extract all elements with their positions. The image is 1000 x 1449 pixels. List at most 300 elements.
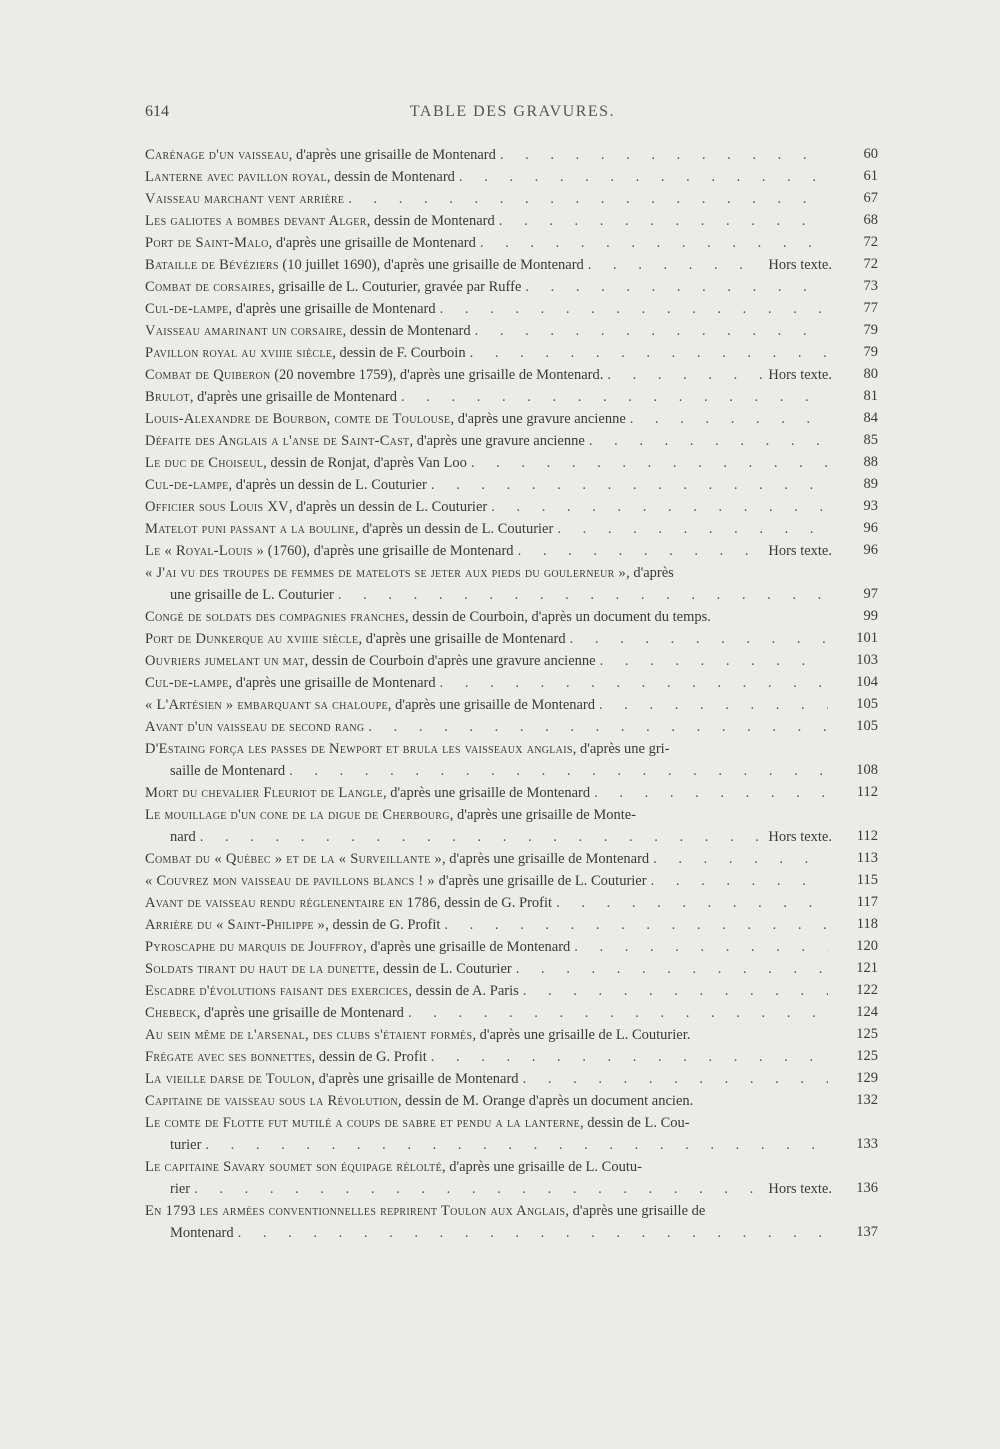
entry-description: d'après une grisaille de L. Couturier [434, 873, 647, 889]
toc-entry [145, 518, 880, 540]
toc-entry [145, 936, 880, 958]
entry-text [145, 452, 467, 474]
toc-entry [145, 672, 880, 694]
entry-page-number: 96 [863, 542, 878, 558]
dot-leader [651, 870, 828, 892]
entry-subject: Ouvriers jumelant un mat [145, 653, 305, 669]
entry-description: , d'après une gravure ancienne [409, 433, 585, 449]
entry-page-number: 81 [863, 388, 878, 404]
entry-continuation-line [145, 1134, 832, 1156]
entry-text [145, 980, 519, 1002]
entry-continuation-line [145, 826, 832, 848]
entry-line [145, 452, 832, 474]
entry-description: , d'après une grisaille de Montenard [288, 147, 496, 163]
entry-description: , d'après un dessin de L. Couturier [355, 521, 554, 537]
entry-subject: Défaite des Anglais a l'anse de Saint-Cast [145, 433, 410, 449]
entry-description: , dessin de G. Profit [311, 1049, 427, 1065]
entry-continuation: turier [170, 1137, 202, 1153]
entry-subject: Congé de soldats des compagnies franches [145, 609, 406, 625]
dot-leader [470, 342, 828, 364]
page-title: TABLE DES GRAVURES. [409, 103, 616, 120]
entry-subject: Cul-de-lampe [145, 301, 229, 317]
hors-texte-label: Hors texte. [768, 829, 832, 845]
entry-subject: Brulot [145, 389, 190, 405]
toc-entry [145, 540, 880, 562]
entry-description: , d'après un dessin de L. Couturier [288, 499, 488, 515]
entry-page-number: 125 [856, 1026, 878, 1042]
entry-text [145, 804, 636, 826]
entry-line [145, 936, 832, 958]
entry-subject: Lanterne avec pavillon royal [145, 169, 327, 185]
entry-text [145, 1068, 519, 1090]
entry-text [145, 386, 397, 408]
toc-entry [145, 430, 880, 452]
entry-subject: Combat de Quiberon [145, 367, 271, 383]
entry-line [145, 474, 832, 496]
entry-line [145, 320, 832, 342]
dot-leader [574, 936, 828, 958]
entry-line [145, 914, 832, 936]
dot-leader [588, 254, 765, 276]
entry-line [145, 694, 832, 716]
entry-page-number: 80 [863, 366, 878, 382]
toc-entry [145, 408, 880, 430]
entry-text [145, 1090, 693, 1112]
entry-line [145, 716, 832, 738]
toc-entry [145, 386, 880, 408]
toc-entry [145, 1090, 880, 1112]
toc-entry [145, 364, 880, 386]
entry-description: , grisaille de L. Couturier, gravée par Ruffe [270, 279, 522, 295]
dot-leader [431, 474, 828, 496]
entry-description: , d'après [626, 565, 674, 581]
toc-entry [145, 914, 880, 936]
toc-entry [145, 1200, 880, 1244]
entry-text [145, 1112, 690, 1134]
entry-line [145, 496, 832, 518]
hors-texte-label: Hors texte. [768, 257, 832, 273]
dot-leader [570, 628, 828, 650]
entry-continuation: Montenard [170, 1225, 234, 1241]
entry-line [145, 166, 832, 188]
entry-description: , d'après une grisaille de [565, 1203, 706, 1219]
entry-subject: Pavillon royal au xviiie siècle [145, 345, 333, 361]
entry-line [145, 144, 832, 166]
entry-description: , dessin de L. Couturier [375, 961, 512, 977]
entry-page-number: 104 [856, 674, 878, 690]
entry-description: , d'après une grisaille de L. Coutu- [442, 1159, 642, 1175]
toc-entry [145, 870, 880, 892]
entry-page-number: 133 [856, 1136, 878, 1152]
entry-subject: Frégate avec ses bonnettes [145, 1049, 312, 1065]
entry-page-number: 72 [863, 256, 878, 272]
entry-description: , dessin de A. Paris [408, 983, 519, 999]
entry-line [145, 276, 832, 298]
entry-text [145, 628, 566, 650]
entry-text [145, 606, 711, 628]
dot-leader [594, 782, 828, 804]
hors-texte-label: Hors texte. [768, 1181, 832, 1197]
dot-leader [401, 386, 828, 408]
entry-text [145, 518, 553, 540]
entry-text [145, 870, 647, 892]
entry-text [145, 716, 364, 738]
entry-subject: Avant de vaisseau rendu réglenentaire en 1786 [145, 895, 437, 911]
dot-leader [471, 452, 828, 474]
entry-subject: Capitaine de vaisseau sous la Révolution [145, 1093, 398, 1109]
entry-description: , d'après une grisaille de Montenard [387, 697, 596, 713]
entry-text [145, 232, 476, 254]
dot-leader [557, 518, 828, 540]
toc-entry [145, 1068, 880, 1090]
toc-entry [145, 474, 880, 496]
entry-line [145, 386, 832, 408]
entry-line [145, 1068, 832, 1090]
entry-subject: Mort du chevalier Fleuriot de Langle [145, 785, 383, 801]
entry-text [145, 782, 590, 804]
entry-continuation: saille de Montenard [170, 763, 286, 779]
entry-text [145, 892, 552, 914]
toc-entry [145, 320, 880, 342]
entry-description: , dessin de Ronjat, d'après Van Loo [263, 455, 467, 471]
toc-entry [145, 1112, 880, 1156]
entry-page-number: 88 [863, 454, 878, 470]
dot-leader [368, 716, 828, 738]
entry-line [145, 232, 832, 254]
dot-leader [600, 650, 828, 672]
toc-entry [145, 958, 880, 980]
entry-description: , d'après une gri- [572, 741, 670, 757]
entry-subject: Port de Saint-Malo [145, 235, 269, 251]
entry-description: , d'après une grisaille de Montenard [228, 675, 436, 691]
entry-subject: Combat du « Québec » et de la « Surveillante » [145, 851, 442, 867]
entry-line [145, 342, 832, 364]
entry-continuation-line [145, 584, 832, 606]
entry-page-number: 103 [856, 652, 878, 668]
entry-line [145, 1200, 832, 1222]
entry-subject: Chebeck [145, 1005, 197, 1021]
toc-entry [145, 848, 880, 870]
entry-line [145, 408, 832, 430]
dot-leader [525, 276, 828, 298]
dot-leader [238, 1222, 828, 1244]
dot-leader [589, 430, 828, 452]
entry-page-number: 129 [856, 1070, 878, 1086]
entry-description: , d'après un dessin de L. Couturier [228, 477, 427, 493]
toc-entry [145, 1156, 880, 1200]
entry-text [145, 694, 595, 716]
entry-description: , dessin de G. Profit [436, 895, 553, 911]
dot-leader [194, 1178, 764, 1200]
entry-continuation-line [145, 1222, 832, 1244]
dot-leader [200, 826, 765, 848]
entry-subject: Cul-de-lampe [145, 675, 229, 691]
entry-page-number: 79 [863, 344, 878, 360]
entry-page-number: 77 [863, 300, 878, 316]
entry-text [145, 1002, 404, 1024]
toc-entry [145, 606, 880, 628]
entry-subject: Les galiotes a bombes devant Alger [145, 213, 367, 229]
entry-line [145, 298, 832, 320]
page-header [145, 103, 880, 127]
entry-subject: Carénage d'un vaisseau [145, 147, 289, 163]
entry-page-number: 105 [856, 696, 878, 712]
dot-leader [499, 210, 828, 232]
dot-leader [653, 848, 828, 870]
entry-description: , d'après une grisaille de Montenard [196, 1005, 404, 1021]
entry-page-number: 96 [863, 520, 878, 536]
dot-leader [289, 760, 828, 782]
entry-page-number: 93 [863, 498, 878, 514]
entry-line [145, 518, 832, 540]
dot-leader [440, 298, 828, 320]
entry-line [145, 1112, 832, 1134]
entry-line [145, 892, 832, 914]
entry-subject: Le comte de Flotte fut mutilé a coups de sabre et pendu a la lanterne [145, 1115, 581, 1131]
entry-line [145, 1156, 832, 1178]
entry-description: , d'après une grisaille de Montenard [189, 389, 397, 405]
entry-line [145, 980, 832, 1002]
entry-text [145, 958, 512, 980]
entry-page-number: 136 [856, 1180, 878, 1196]
entry-page-number: 97 [863, 586, 878, 602]
entry-description: , dessin de G. Profit [325, 917, 441, 933]
entry-description: , d'après une grisaille de Montenard [358, 631, 566, 647]
toc-entry [145, 1002, 880, 1024]
entry-page-number: 84 [863, 410, 878, 426]
entry-line [145, 672, 832, 694]
entry-page-number: 121 [856, 960, 878, 976]
entry-continuation: rier [170, 1181, 191, 1197]
entry-description: , d'après une grisaille de Montenard [228, 301, 436, 317]
entry-text [145, 408, 626, 430]
dot-leader [523, 980, 828, 1002]
entry-description: , dessin de Montenard [366, 213, 495, 229]
entry-text [145, 540, 514, 562]
entry-continuation: une grisaille de L. Couturier [170, 587, 334, 603]
entry-page-number: 125 [856, 1048, 878, 1064]
toc-entry [145, 452, 880, 474]
entry-description: , d'après une grisaille de Monte- [449, 807, 637, 823]
entry-page-number: 112 [856, 784, 878, 800]
dot-leader [459, 166, 828, 188]
entry-text [145, 650, 596, 672]
entry-page-number: 118 [856, 916, 878, 932]
entry-description: , d'après une grisaille de Montenard [363, 939, 571, 955]
entry-line [145, 210, 832, 232]
entry-subject: Louis-Alexandre de Bourbon, comte de Toulouse [145, 411, 451, 427]
entry-line [145, 804, 832, 826]
entry-text [145, 848, 649, 870]
entry-page-number: 99 [863, 608, 878, 624]
entry-description: , dessin de Courboin d'après une gravure ancienne [304, 653, 596, 669]
entry-page-number: 108 [856, 762, 878, 778]
toc-entry [145, 650, 880, 672]
toc-entry [145, 782, 880, 804]
entry-subject: Avant d'un vaisseau de second rang [145, 719, 365, 735]
entry-text [145, 276, 521, 298]
entry-line [145, 540, 832, 562]
entry-line [145, 1002, 832, 1024]
entry-text [145, 298, 436, 320]
entry-page-number: 137 [856, 1224, 878, 1240]
entry-page-number: 112 [856, 828, 878, 844]
entry-page-number: 122 [856, 982, 878, 998]
entry-subject: Vaisseau marchant vent arrière [145, 191, 345, 207]
dot-leader [523, 1068, 828, 1090]
toc-entry [145, 804, 880, 848]
dot-leader [205, 1134, 828, 1156]
entry-description: , dessin de M. Orange d'après un document ancien. [397, 1093, 694, 1109]
entry-subject: « L'Artésien » embarquant sa chaloupe [145, 697, 388, 713]
dot-leader [338, 584, 828, 606]
dot-leader [556, 892, 828, 914]
entry-subject: Officier sous Louis XV [145, 499, 289, 515]
entry-description: , d'après une grisaille de Montenard [311, 1071, 519, 1087]
toc-entry [145, 298, 880, 320]
entry-text [145, 188, 344, 210]
toc-entry [145, 232, 880, 254]
toc-entry [145, 716, 880, 738]
dot-leader [440, 672, 828, 694]
entry-page-number: 113 [856, 850, 878, 866]
entry-description: (10 juillet 1690), d'après une grisaille de Montenard [278, 257, 584, 273]
entry-description: , d'après une gravure ancienne [450, 411, 626, 427]
entry-text [145, 562, 674, 584]
entry-subject: Le capitaine Savary soumet son équipage rélolté [145, 1159, 442, 1175]
entry-page-number: 67 [863, 190, 878, 206]
dot-leader [444, 914, 828, 936]
hors-texte-label: Hors texte. [768, 543, 832, 559]
dot-leader [630, 408, 828, 430]
entry-line [145, 628, 832, 650]
entry-text [145, 474, 427, 496]
entry-line [145, 606, 832, 628]
page-number: 614 [145, 103, 169, 120]
toc-entry [145, 1046, 880, 1068]
entry-line [145, 870, 832, 892]
entry-page-number: 72 [863, 234, 878, 250]
entry-page-number: 60 [863, 146, 878, 162]
entry-description: (20 novembre 1759), d'après une grisaille de Montenard. [270, 367, 604, 383]
entry-text [145, 342, 466, 364]
entry-subject: D'Estaing força les passes de Newport et brula les vaisseaux anglais [145, 741, 573, 757]
entry-line [145, 650, 832, 672]
entry-text [145, 496, 487, 518]
dot-leader [480, 232, 828, 254]
entry-subject: Soldats tirant du haut de la dunette [145, 961, 376, 977]
entry-page-number: 73 [863, 278, 878, 294]
entry-line [145, 738, 832, 760]
entry-page-number: 101 [856, 630, 878, 646]
entry-subject: Bataille de Bévéziers [145, 257, 279, 273]
entry-text [145, 1046, 427, 1068]
entry-subject: Le « Royal-Louis » [145, 543, 265, 559]
entry-text [145, 1200, 705, 1222]
toc-entry [145, 210, 880, 232]
entry-continuation-line [145, 760, 832, 782]
entry-text [145, 1156, 642, 1178]
entry-subject: « Couvrez mon vaisseau de pavillons blancs ! » [145, 873, 435, 889]
entry-description: , d'après une grisaille de Montenard [382, 785, 591, 801]
toc-entry [145, 694, 880, 716]
dot-leader [408, 1002, 828, 1024]
entry-text [145, 210, 495, 232]
entry-subject: Pyroscaphe du marquis de Jouffroy [145, 939, 364, 955]
table-of-engravings [145, 144, 880, 1244]
entry-subject: Arrière du « Saint-Philippe » [145, 917, 326, 933]
entry-text [145, 144, 496, 166]
entry-subject: « J'ai vu des troupes de femmes de matelots se jeter aux pieds du goulerneur » [145, 565, 627, 581]
entry-subject: Cul-de-lampe [145, 477, 229, 493]
dot-leader [431, 1046, 828, 1068]
entry-description: , dessin de Montenard [326, 169, 455, 185]
dot-leader [348, 188, 828, 210]
dot-leader [516, 958, 828, 980]
entry-description: , d'après une grisaille de L. Couturier. [472, 1027, 691, 1043]
entry-subject: Escadre d'évolutions faisant des exercices [145, 983, 409, 999]
entry-page-number: 105 [856, 718, 878, 734]
toc-entry [145, 188, 880, 210]
entry-description: , d'après une grisaille de Montenard [442, 851, 650, 867]
entry-subject: Le mouillage d'un cone de la digue de Cherbourg [145, 807, 450, 823]
entry-line [145, 188, 832, 210]
entry-subject: Au sein même de l'arsenal, des clubs s'étaient formés [145, 1027, 473, 1043]
entry-line [145, 364, 832, 386]
entry-page-number: 85 [863, 432, 878, 448]
toc-entry [145, 342, 880, 364]
entry-page-number: 61 [863, 168, 878, 184]
entry-line [145, 1090, 832, 1112]
entry-page-number: 115 [856, 872, 878, 888]
entry-description: , dessin de F. Courboin [332, 345, 466, 361]
entry-text [145, 364, 603, 386]
entry-continuation: nard [170, 829, 196, 845]
entry-description: , d'après une grisaille de Montenard [268, 235, 476, 251]
entry-continuation-line [145, 1178, 832, 1200]
toc-entry [145, 166, 880, 188]
entry-text [145, 166, 455, 188]
entry-line [145, 430, 832, 452]
toc-entry [145, 562, 880, 606]
entry-page-number: 124 [856, 1004, 878, 1020]
dot-leader [599, 694, 828, 716]
entry-page-number: 120 [856, 938, 878, 954]
toc-entry [145, 276, 880, 298]
toc-entry [145, 892, 880, 914]
toc-entry [145, 628, 880, 650]
toc-entry [145, 144, 880, 166]
entry-line [145, 562, 832, 584]
entry-subject: Le duc de Choiseul [145, 455, 264, 471]
entry-text [145, 738, 670, 760]
entry-line [145, 1024, 832, 1046]
entry-page-number: 79 [863, 322, 878, 338]
hors-texte-label: Hors texte. [768, 367, 832, 383]
entry-text [145, 914, 440, 936]
toc-entry [145, 738, 880, 782]
toc-entry [145, 1024, 880, 1046]
entry-page-number: 117 [856, 894, 878, 910]
toc-entry [145, 980, 880, 1002]
entry-text [145, 320, 471, 342]
entry-text [145, 254, 584, 276]
entry-subject: Port de Dunkerque au xviiie siècle [145, 631, 359, 647]
entry-subject: La vieille darse de Toulon [145, 1071, 312, 1087]
entry-text [145, 430, 585, 452]
entry-subject: Matelot puni passant a la bouline [145, 521, 355, 537]
entry-line [145, 848, 832, 870]
